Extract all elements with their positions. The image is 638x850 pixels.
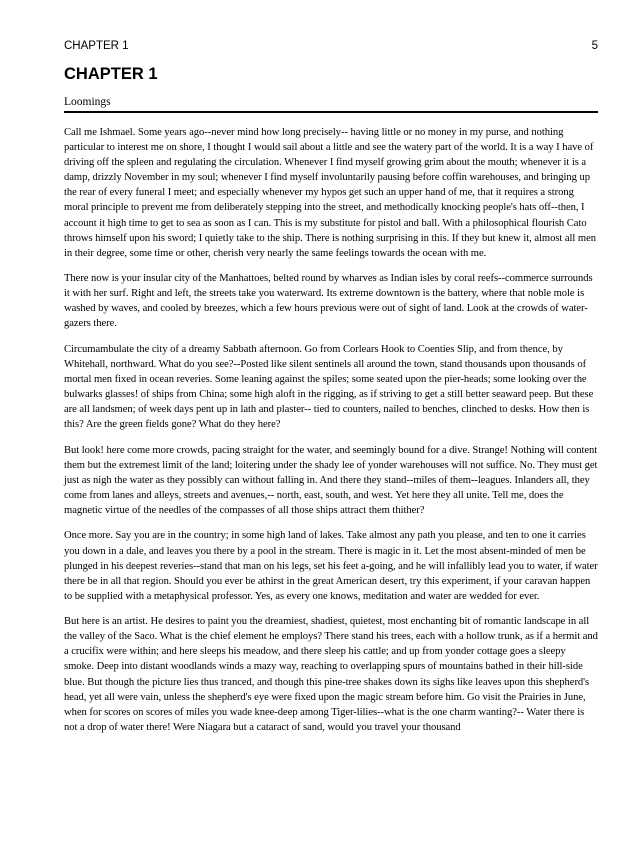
running-header bbox=[64, 38, 598, 54]
paragraph-1: Call me Ishmael. Some years ago--never mind how long precisely-- having little or no money in my purse, and nothing particular to interest me on shore, I thought I would sail about a little and see the watery part of the world. It is a way I have of driving off the spleen and regulating the circulation. Whenever I find myself growing grim about the mouth; whenever it is a damp, drizzly November in my soul; whenever I find myself involuntarily pausing before coffin warehouses, and bringing up the rear of every funeral I meet; and especially whenever my hypos get such an upper hand of me, that it requires a strong moral principle to prevent me from deliberately stepping into the street, and methodically knocking people's hats off--then, I account it high time to get to sea as soon as I can. This is my substitute for pistol and ball. With a philosophical flourish Cato throws himself upon his sword; I quietly take to the ship. There is nothing surprising in this. If they but knew it, almost all men in their degree, some time or other, cherish very nearly the same feelings towards the ocean with me. bbox=[64, 127, 597, 259]
chapter-body bbox=[64, 125, 598, 745]
page-number: 5 bbox=[591, 40, 598, 52]
chapter-subtitle: Loomings bbox=[64, 96, 111, 108]
paragraph-6: But here is an artist. He desires to paint you the dreamiest, shadiest, quietest, most enchanting bit of romantic landscape in all the valley of the Saco. What is the chief element he employs? There stand his trees, each with a hollow trunk, as if a hermit and a crucifix were within; and here sleeps his meadow, and there sleep his cattle; and up from yonder cottage goes a sleepy smoke. Deep into distant woodlands winds a mazy way, reaching to overlapping spurs of mountains bathed in their hill-side blue. But though the picture lies thus tranced, and though this pine-tree shakes down its sighs like leaves upon this shepherd's head, yet all were vain, unless the shepherd's eye were fixed upon the magic stream before him. Go visit the Prairies in June, when for scores on scores of miles you wade knee-deep among Tiger-lilies--what is the one charm wanting?-- Water there is not a drop of water there! Were Niagara but a cataract of sand, would you travel your thousand bbox=[64, 616, 598, 733]
paragraph-2: There now is your insular city of the Manhattoes, belted round by wharves as Indian isles by coral reefs--commerce surrounds it with her surf. Right and left, the streets take you waterward. Its extreme downtown is the battery, where that noble mole is washed by waves, and cooled by breezes, which a few hours previous were out of sight of land. Look at the crowds of water-gazers there. bbox=[64, 273, 593, 330]
paragraph-3: Circumambulate the city of a dreamy Sabbath afternoon. Go from Corlears Hook to Coenties Slip, and from thence, by Whitehall, northward. What do you see?--Posted like silent sentinels all around the town, stand thousands upon thousands of mortal men fixed in ocean reveries. Some leaning against the spiles; some seated upon the pier-heads; some looking over the bulwarks glasses! of ships from China; some high aloft in the rigging, as if striving to get a still better seaward peep. But these are all landsmen; of week days pent up in lath and plaster-- tied to counters, nailed to benches, clinched to desks. How then is this? Are the green fields gone? What do they here? bbox=[64, 343, 594, 431]
chapter-title: CHAPTER 1 bbox=[64, 65, 158, 83]
running-header-chapter: CHAPTER 1 bbox=[64, 40, 129, 52]
title-rule-divider bbox=[64, 111, 598, 113]
paragraph-5: Once more. Say you are in the country; in some high land of lakes. Take almost any path you please, and ten to one it carries you down in a dale, and leaves you there by a pool in the stream. There is magic in it. Let the most absent-minded of men be plunged in his deepest reveries--stand that man on his legs, set his feet a-going, and he will infallibly lead you to water, if water there be in all that region. Should you ever be athirst in the great American desert, try this experiment, if your caravan happen to be supplied with a metaphysical professor. Yes, as every one knows, meditation and water are wedded for ever. bbox=[64, 530, 598, 602]
paragraph-4: But look! here come more crowds, pacing straight for the water, and seemingly bound for a dive. Strange! Nothing will content them but the extremest limit of the land; loitering under the shady lee of yonder warehouses will not suffice. No. They must get just as nigh the water as they possibly can without falling in. And there they stand--miles of them--leagues. Inlanders all, they come from lanes and alleys, streets and avenues,-- north, east, south, and west. Yet here they all unite. Tell me, does the magnetic virtue of the needles of the compasses of all those ships attract them thither? bbox=[64, 444, 598, 517]
